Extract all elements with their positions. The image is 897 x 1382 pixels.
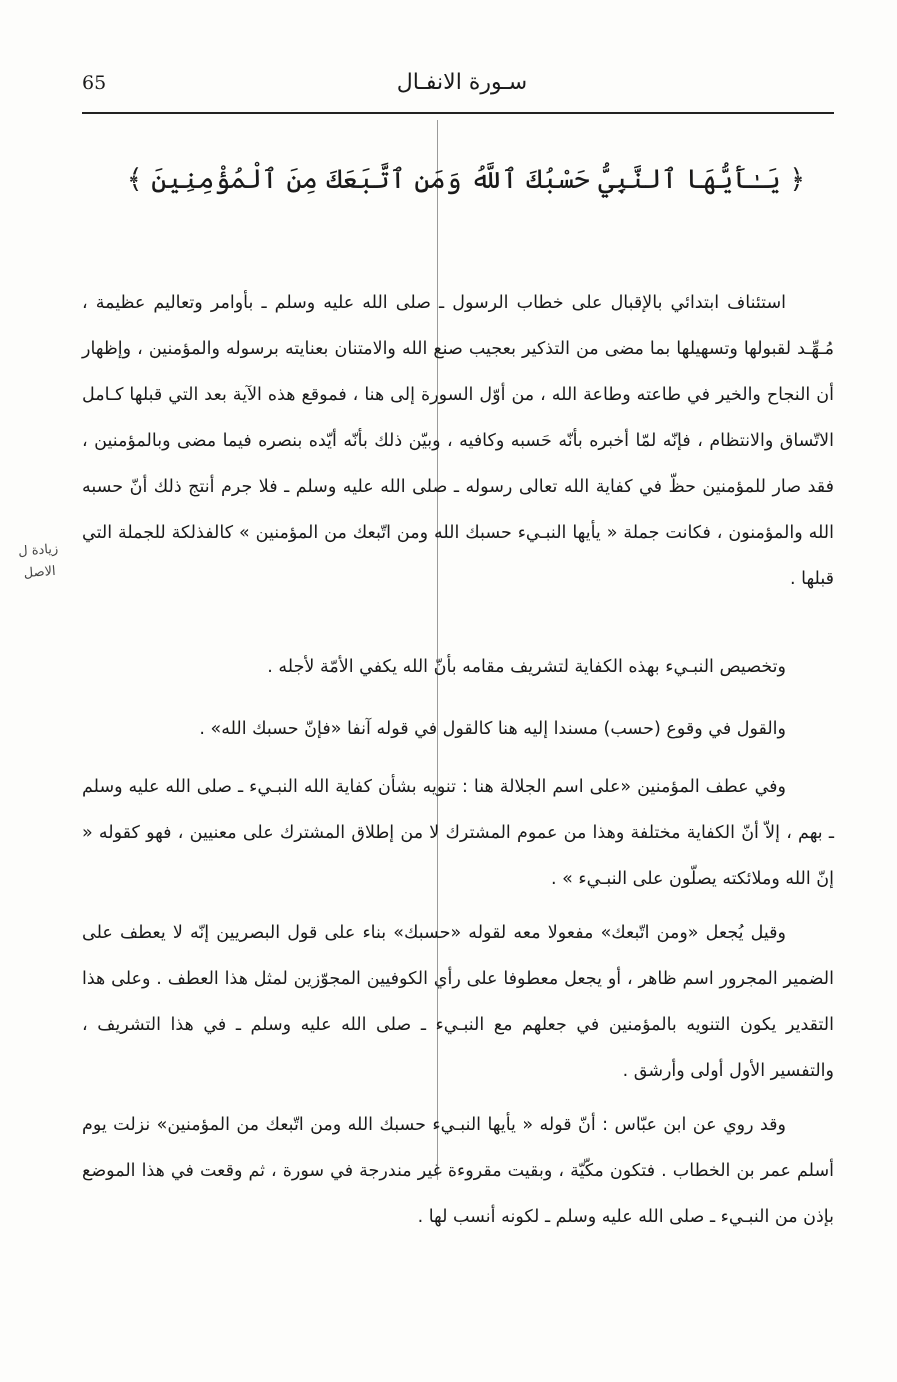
page-number: 65	[82, 72, 107, 94]
header-rule	[82, 112, 834, 114]
paragraph-1: استئناف ابتدائي بالإقبال على خطاب الرسول ـ صلى الله عليه وسلم ـ بأوامر وتعاليم عظيمة ، مُـهِّـد لقبولها وتسهيلها بما مضى من التذكير بعجيب صنع الله والامتنان بعنايته برسوله والمؤمنين ، وإظهار أن النجاح والخير في طاعته وطاعة الله ، من أوّل السورة إلى هنا ، فموقع هذه الآية بعد التي قبلها كـامل الاتّساق والانتظام ، فإنّه لمّا أخبره بأنّه حَسبه وكافيه ، وبيّن ذلك بأنّه أيّده بنصره فيما مضى وبالمؤمنين ، فقد صار للمؤمنين حظّ في كفاية الله تعالى رسوله ـ صلى الله عليه وسلم ـ فلا جرم أنتج ذلك أنّ حسبه الله والمؤمنون ، فكانت جملة « يأيها النبـيء حسبك الله ومن اتّبعك من المؤمنين » كالفذلكة للجملة التي قبلها .	[82, 292, 834, 589]
page-header	[82, 68, 834, 104]
paragraph-4: وفي عطف المؤمنين «على اسم الجلالة هنا : تنويه بشأن كفاية الله النبـيء ـ صلى الله عليه وسلم ـ بهم ، إلاّ أنّ الكفاية مختلفة وهذا من عموم المشترك لا من إطلاق المشترك على معنيين ، فهو كقوله « إنّ الله وملائكته يصلّون على النبـيء » .	[82, 776, 834, 889]
handwritten-margin-note: زيادة ل الاصل	[17, 541, 59, 582]
quran-verse: ﴿ يَـٰأَيُّهَا ٱلنَّبِيُّ حَسْبُكَ ٱللَّهُ وَمَنِ ٱتَّبَعَكَ مِنَ ٱلْمُؤْمِنِينَ ﴾	[126, 164, 806, 195]
running-title: سـورة الانفـال	[396, 70, 528, 95]
paragraph-6: وقد روي عن ابن عبّاس : أنّ قوله « يأيها النبـيء حسبك الله ومن اتّبعك من المؤمنين» نزلت يوم أسلم عمر بن الخطاب . فتكون مكّيّة ، وبقيت مقروءة غير مندرجة في سورة ، ثم وقعت في هذا الموضع بإذن من النبـيء ـ صلى الله عليه وسلم ـ لكونه أنسب لها .	[82, 1114, 834, 1227]
paragraph-3: والقول في وقوع (حسب) مسندا إليه هنا كالقول في قوله آنفا «فإنّ حسبك الله» .	[199, 718, 786, 739]
paragraph-2: وتخصيص النبـيء بهذه الكفاية لتشريف مقامه بأنّ الله يكفي الأمّة لأجله .	[267, 656, 786, 677]
paragraph-5: وقيل يُجعل «ومن اتّبعك» مفعولا معه لقوله «حسبك» بناء على قول البصريين إنّه لا يعطف على الضمير المجرور اسم ظاهر ، أو يجعل معطوفا على رأي الكوفيين المجوّزين لمثل هذا العطف . وعلى هذا التقدير يكون التنويه بالمؤمنين في جعلهم مع النبـيء ـ صلى الله عليه وسلم ـ في هذا التشريف ، والتفسير الأول أولى وأرشق .	[82, 922, 834, 1081]
